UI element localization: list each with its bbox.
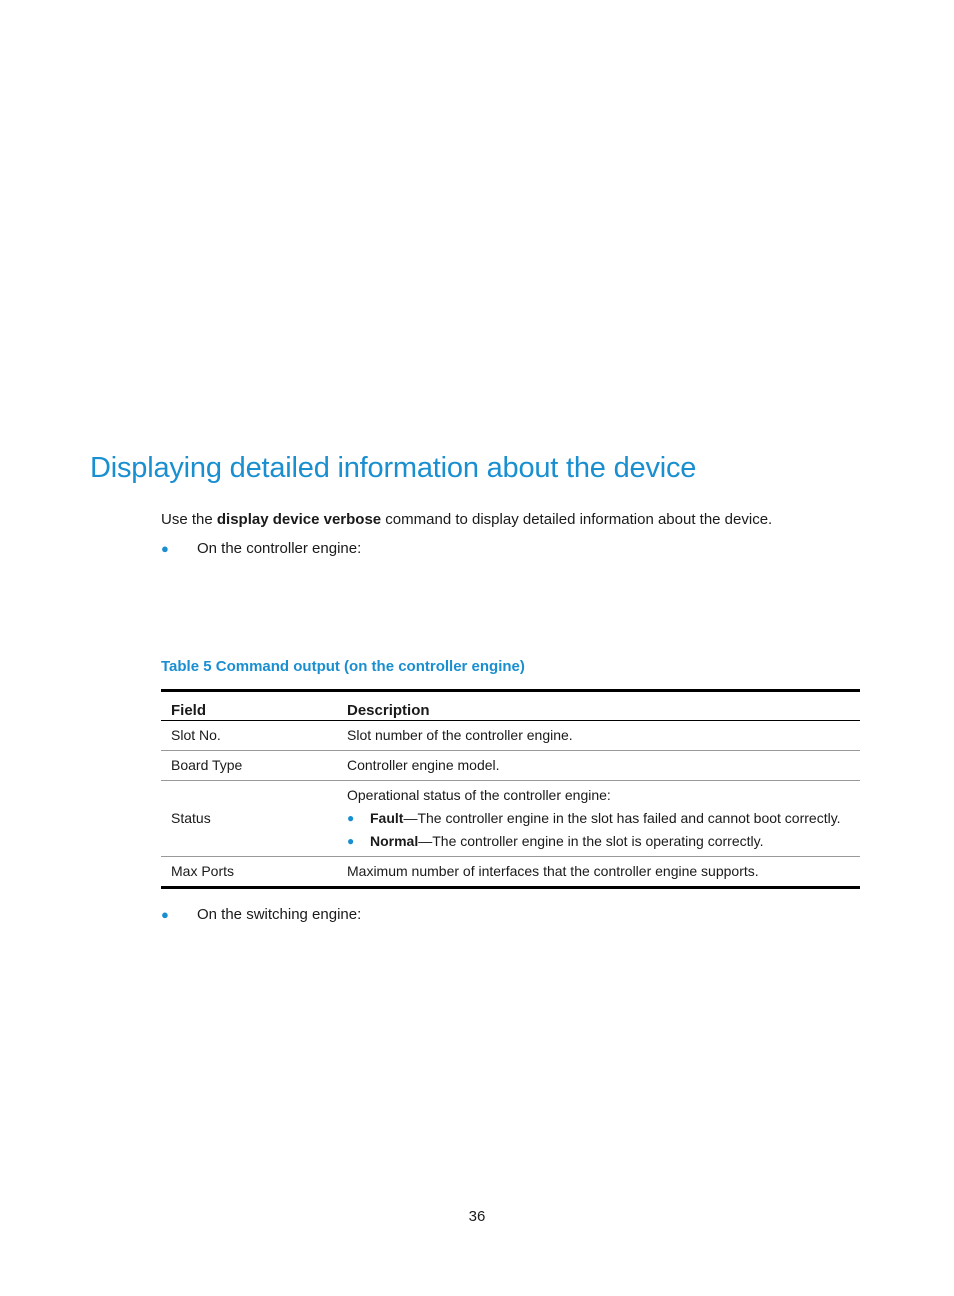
status-item-normal <box>347 833 850 850</box>
intro-prefix: Use the <box>161 511 217 528</box>
field-cell: Status <box>161 781 337 857</box>
bullet-dot-icon: ● <box>161 907 169 922</box>
command-output-table <box>161 689 860 889</box>
description-cell: Maximum number of interfaces that the controller engine supports. <box>347 863 759 879</box>
table-row <box>161 751 860 781</box>
description-cell: Slot number of the controller engine. <box>337 721 860 751</box>
status-term: Fault <box>370 810 404 826</box>
description-cell: Controller engine model. <box>337 751 860 781</box>
command-name: display device verbose <box>216 511 382 528</box>
intro-paragraph <box>161 510 772 530</box>
page-number: 36 <box>468 1208 486 1225</box>
field-cell: Board Type <box>161 751 337 781</box>
status-term: Normal <box>370 833 419 849</box>
column-header-description: Description <box>337 691 860 721</box>
table-caption: Table 5 Command output (on the controller engine) <box>161 658 525 675</box>
status-list <box>347 810 850 850</box>
field-cell: Max Ports <box>171 863 235 879</box>
table-header-row <box>161 691 860 721</box>
section-heading: Displaying detailed information about the device <box>90 452 697 484</box>
field-cell: Slot No. <box>161 721 337 751</box>
status-description: Operational status of the controller engine: <box>347 787 611 803</box>
bullet-text: On the controller engine: <box>197 540 362 557</box>
bullet-text: On the switching engine: <box>197 906 362 923</box>
status-text: —The controller engine in the slot is operating correctly. <box>418 833 764 849</box>
table-row <box>161 721 860 751</box>
column-header-field: Field <box>161 691 337 721</box>
bullet-dot-icon: ● <box>347 834 355 848</box>
description-cell <box>337 781 860 857</box>
bullet-dot-icon: ● <box>347 811 355 825</box>
status-text: —The controller engine in the slot has failed and cannot boot correctly. <box>403 810 841 826</box>
bullet-dot-icon: ● <box>161 541 169 556</box>
table-row <box>161 781 860 857</box>
intro-suffix: command to display detailed information about the device. <box>381 511 773 528</box>
table-row <box>161 857 860 888</box>
status-item-fault <box>347 810 850 827</box>
